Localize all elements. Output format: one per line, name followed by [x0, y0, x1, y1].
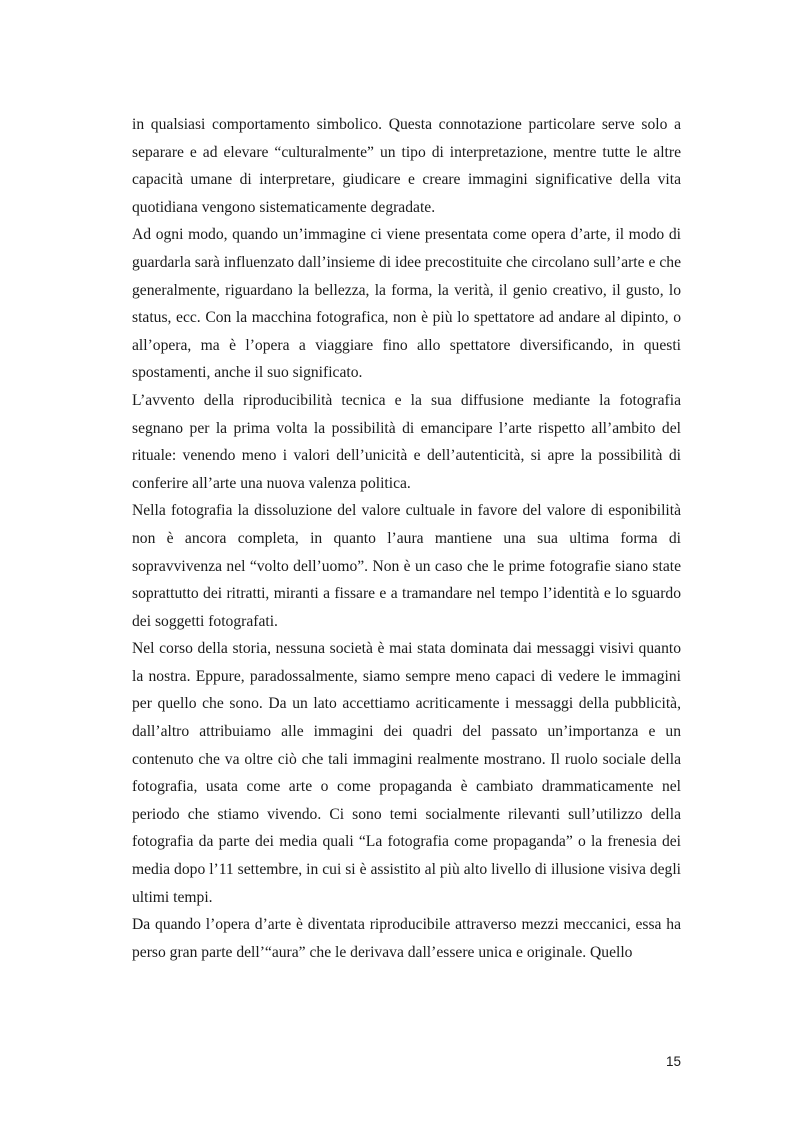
page-number: 15	[665, 1054, 681, 1069]
paragraph: Nel corso della storia, nessuna società è mai stata dominata dai messaggi visivi quanto la nostra. Eppure, paradossalmente, siamo sempre meno capaci di vedere le immagini per quello che sono. Da un lato accettiamo acriticamente i messaggi della pubblicità, dall’altro attribuiamo alle immagini dei quadri del passato un’importanza e un contenuto che va oltre ciò che tali immagini realmente mostrano. Il ruolo sociale della fotografia, usata come arte o come propaganda è cambiato drammaticamente nel periodo che stiamo vivendo. Ci sono temi socialmente rilevanti sull’utilizzo della fotografia da parte dei media quali “La fotografia come propaganda” o la frenesia dei media dopo l’11 settembre, in cui si è assistito al più alto livello di illusione visiva degli ultimi tempi.	[132, 640, 681, 906]
paragraph: Da quando l’opera d’arte è diventata riproducibile attraverso mezzi meccanici, essa ha perso gran parte dell’“aura” che le derivava dall’essere unica e originale. Quello	[132, 916, 681, 961]
body-text	[132, 111, 681, 966]
paragraph: L’avvento della riproducibilità tecnica e la sua diffusione mediante la fotografia segnano per la prima volta la possibilità di emancipare l’arte rispetto all’ambito del rituale: venendo meno i valori dell’unicità e dell’autenticità, si apre la possibilità di conferire all’arte una nuova valenza politica.	[132, 391, 681, 492]
paragraph: Ad ogni modo, quando un’immagine ci viene presentata come opera d’arte, il modo di guardarla sarà influenzato dall’insieme di idee precostituite che circolano sull’arte e che generalmente, riguardano la bellezza, la forma, la verità, il genio creativo, il gusto, lo status, ecc. Con la macchina fotografica, non è più lo spettatore ad andare al dipinto, o all’opera, ma è l’opera a viaggiare fino allo spettatore diversificando, in questi spostamenti, anche il suo significato.	[132, 226, 681, 382]
paragraph: Nella fotografia la dissoluzione del valore cultuale in favore del valore di esponibilità non è ancora completa, in quanto l’aura mantiene una sua ultima forma di sopravvivenza nel “volto dell’uomo”. Non è un caso che le prime fotografie siano state soprattutto dei ritratti, miranti a fissare e a tramandare nel tempo l’identità e lo sguardo dei soggetti fotografati.	[132, 502, 681, 630]
paragraph: in qualsiasi comportamento simbolico. Questa connotazione particolare serve solo a separare e ad elevare “culturalmente” un tipo di interpretazione, mentre tutte le altre capacità umane di interpretare, giudicare e creare immagini significative della vita quotidiana vengono sistematicamente degradate.	[132, 116, 681, 216]
